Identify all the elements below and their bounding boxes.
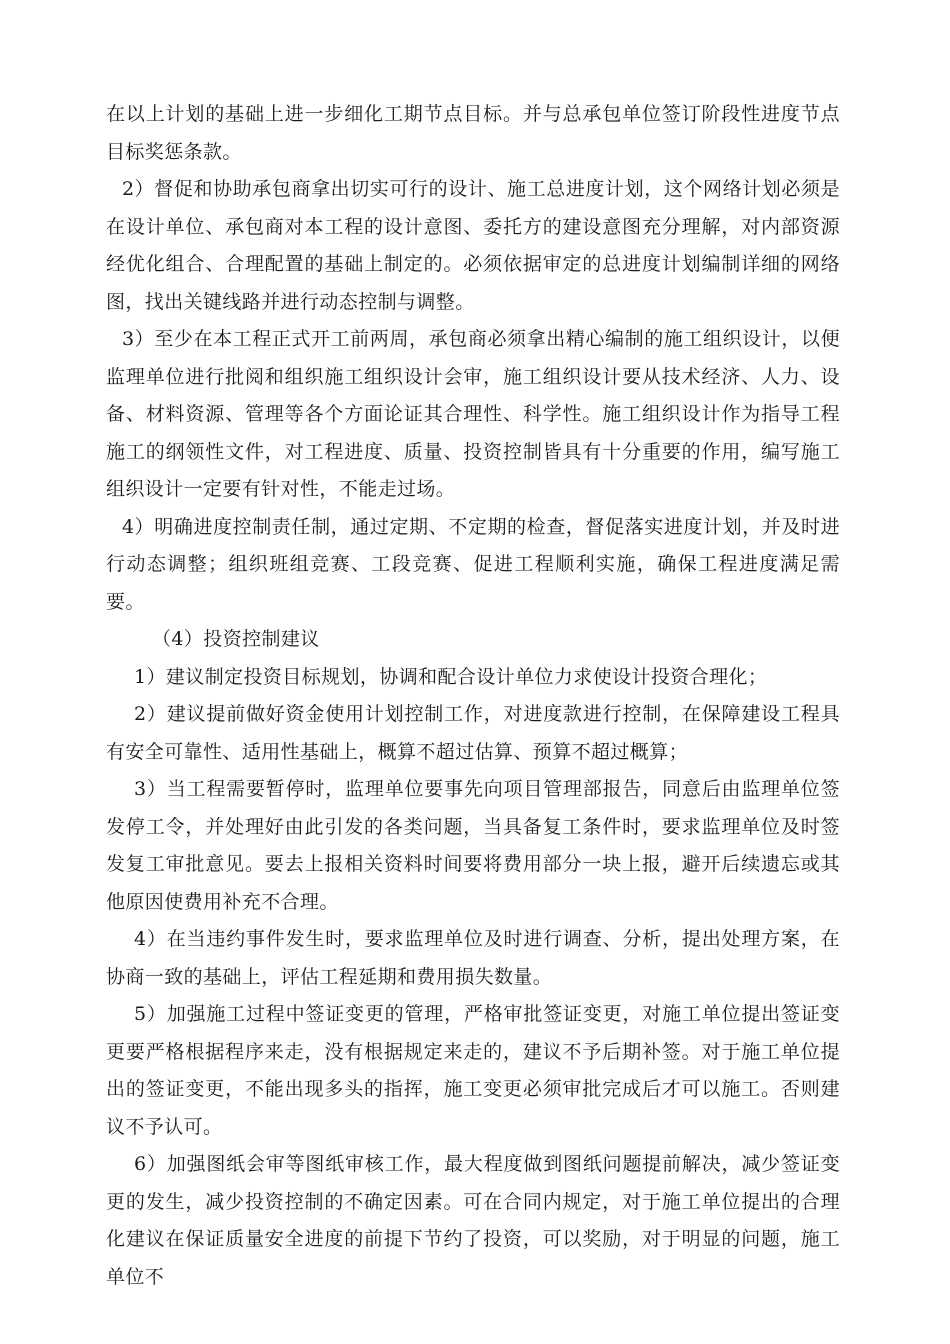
paragraph-investment-6: 6）加强图纸会审等图纸审核工作，最大程度做到图纸问题提前解决，减少签证变更的发生，减少投资控制的不确定因素。可在合同内规定，对于施工单位提出的合理化建议在保证质量安全进度的前提下节约了投资，可以奖励，对于明显的问题，施工单位不 [106, 1153, 840, 1288]
paragraph-investment-3: 3）当工程需要暂停时，监理单位要事先向项目管理部报告，同意后由监理单位签发停工令，并处理好由此引发的各类问题，当具备复工条件时，要求监理单位及时签发复工审批意见。要去上报相关资料时间要将费用部分一块上报，避开后续遗忘或其他原因使费用补充不合理。 [106, 778, 840, 913]
paragraph-investment-1: 1）建议制定投资目标规划，协调和配合设计单位力求使设计投资合理化； [134, 665, 768, 688]
paragraph-item-2: 2）督促和协助承包商拿出切实可行的设计、施工总进度计划，这个网络计划必须是在设计单位、承包商对本工程的设计意图、委托方的建设意图充分理解，对内部资源经优化组合、合理配置的基础上制定的。必须依据审定的总进度计划编制详细的网络图，找出关键线路并进行动态控制与调整。 [106, 178, 840, 313]
section-heading-investment-control: （4）投资控制建议 [152, 628, 320, 650]
paragraph-item-4: 4）明确进度控制责任制，通过定期、不定期的检查，督促落实进度计划，并及时进行动态调整；组织班组竞赛、工段竞赛、促进工程顺利实施，确保工程进度满足需要。 [106, 515, 840, 613]
paragraph-investment-2: 2）建议提前做好资金使用计划控制工作，对进度款进行控制，在保障建设工程具有安全可靠性、适用性基础上，概算不超过估算、预算不超过概算； [106, 703, 840, 763]
paragraph-investment-4: 4）在当违约事件发生时，要求监理单位及时进行调查、分析，提出处理方案，在协商一致的基础上，评估工程延期和费用损失数量。 [106, 928, 840, 988]
paragraph-continuation: 在以上计划的基础上进一步细化工期节点目标。并与总承包单位签订阶段性进度节点目标奖惩条款。 [106, 103, 840, 163]
paragraph-item-3: 3）至少在本工程正式开工前两周，承包商必须拿出精心编制的施工组织设计，以便监理单位进行批阅和组织施工组织设计会审，施工组织设计要从技术经济、人力、设备、材料资源、管理等各个方面论证其合理性、科学性。施工组织设计作为指导工程施工的纲领性文件，对工程进度、质量、投资控制皆具有十分重要的作用，编写施工组织设计一定要有针对性，不能走过场。 [106, 328, 840, 500]
paragraph-investment-5: 5）加强施工过程中签证变更的管理，严格审批签证变更，对施工单位提出签证变更要严格根据程序来走，没有根据规定来走的，建议不予后期补签。对于施工单位提出的签证变更，不能出现多头的指挥，施工变更必须审批完成后才可以施工。否则建议不予认可。 [106, 1003, 840, 1138]
